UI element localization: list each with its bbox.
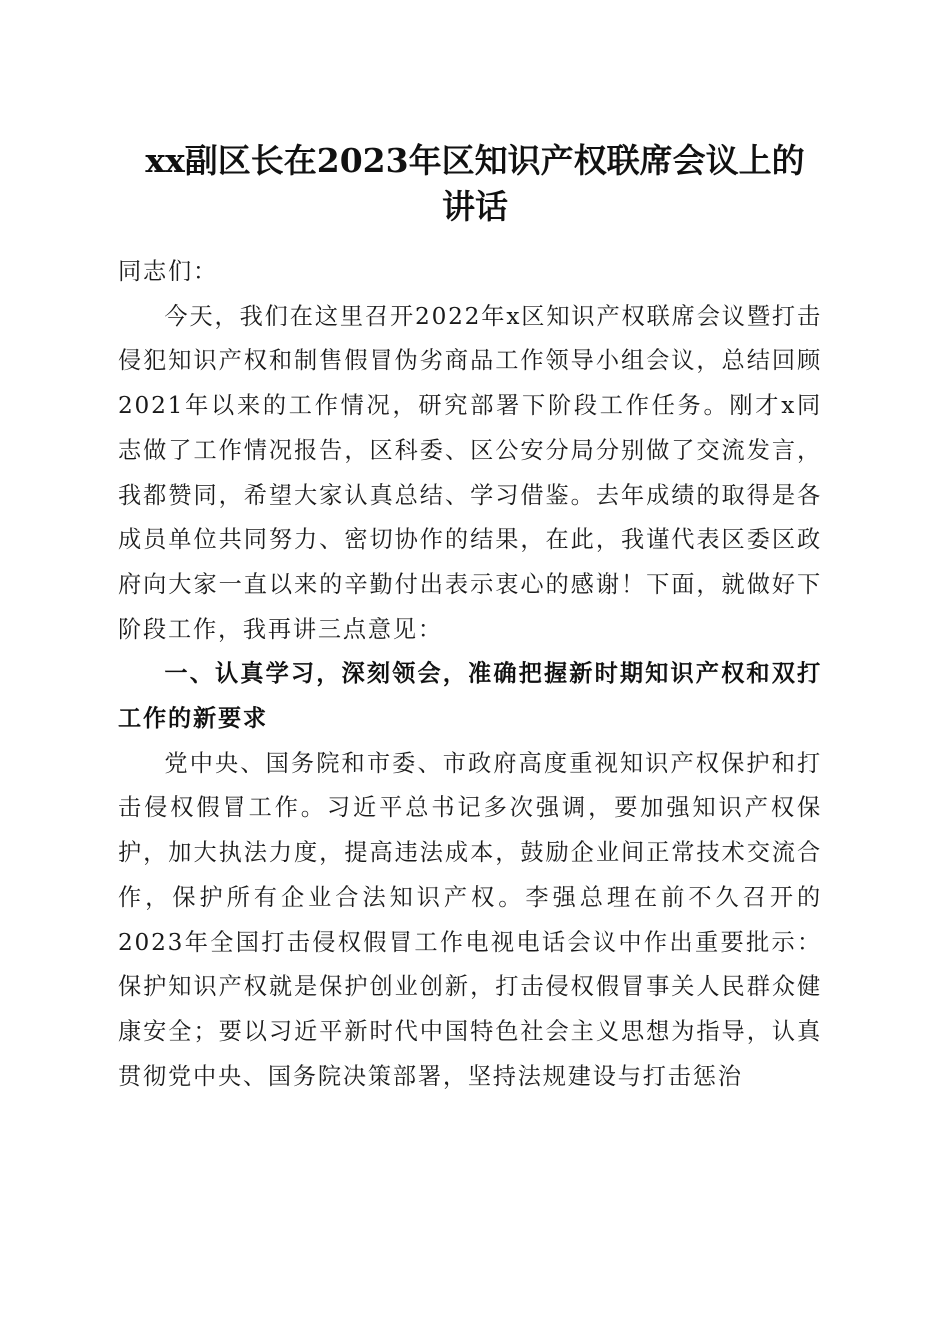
section-heading-1: 一、认真学习，深刻领会，准确把握新时期知识产权和双打工作的新要求 xyxy=(118,660,822,733)
document-body xyxy=(118,250,822,1099)
title-line-1: xx副区长在2023年区知识产权联席会议上的 xyxy=(145,141,805,180)
document-title xyxy=(95,138,855,230)
salutation: 同志们： xyxy=(118,258,218,285)
paragraph-opening: 今天，我们在这里召开2022年x区知识产权联席会议暨打击侵犯知识产权和制售假冒伪劣商品工作领导小组会议，总结回顾2021年以来的工作情况，研究部署下阶段工作任务。刚才x同志做了工作情况报告，区科委、区公安分局分别做了交流发言，我都赞同，希望大家认真总结、学习借鉴。去年成绩的取得是各成员单位共同努力、密切协作的结果，在此，我谨代表区委区政府向大家一直以来的辛勤付出表示衷心的感谢！下面，就做好下阶段工作，我再讲三点意见： xyxy=(118,302,822,643)
paragraph-section-1: 党中央、国务院和市委、市政府高度重视知识产权保护和打击侵权假冒工作。习近平总书记多次强调，要加强知识产权保护，加大执法力度，提高违法成本，鼓励企业间正常技术交流合作，保护所有企业合法知识产权。李强总理在前不久召开的2023年全国打击侵权假冒工作电视电话会议中作出重要批示：保护知识产权就是保护创业创新，打击侵权假冒事关人民群众健康安全；要以习近平新时代中国特色社会主义思想为指导，认真贯彻党中央、国务院决策部署，坚持法规建设与打击惩治 xyxy=(118,749,822,1090)
title-line-2: 讲话 xyxy=(442,187,508,226)
